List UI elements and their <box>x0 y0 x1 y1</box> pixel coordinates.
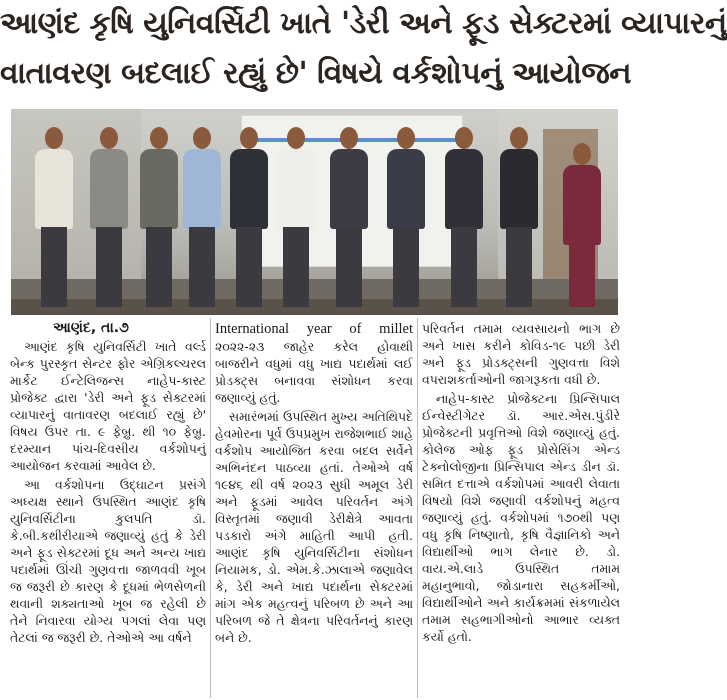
article-column-3 <box>422 320 620 647</box>
paragraph <box>215 320 413 406</box>
person-torso <box>183 149 221 229</box>
headline <box>0 0 727 108</box>
person-head <box>340 127 358 149</box>
person-legs <box>506 227 532 307</box>
column-divider <box>210 318 211 698</box>
paragraph: પરિવર્તન તમામ વ્યવસાયનો ભાગ છે અને ખાસ કરીને કોવિડ-૧૯ પછી ડેરી અને ફૂડ પ્રોડક્ટ્સની ગુણવત્તા વિશે વપરાશકર્તાઓની જાગરૂકતા વધી છે. <box>422 321 620 387</box>
person-head <box>455 127 473 149</box>
person-head <box>397 127 415 149</box>
person-figure <box>496 117 542 313</box>
article-column-1 <box>10 338 206 648</box>
person-torso <box>140 149 178 229</box>
person-torso <box>90 149 128 229</box>
group-photo <box>11 109 618 315</box>
person-torso <box>387 149 425 229</box>
person-torso <box>230 149 268 229</box>
person-figure <box>326 117 372 313</box>
person-figure <box>86 117 132 313</box>
person-legs <box>189 227 215 307</box>
person-torso <box>35 149 73 229</box>
person-head <box>193 127 211 149</box>
headline-line-2: વાતાવરણ બદલાઈ રહ્યું છે' વિષયે વર્કશોપનું આયોજન <box>0 56 632 91</box>
person-legs <box>336 227 362 307</box>
person-figure <box>136 117 182 313</box>
person-head <box>45 127 63 149</box>
person-head <box>240 127 258 149</box>
paragraph: નાહેપ-કાસ્ટ પ્રોજેક્ટના પ્રિન્સિપાલ ઈન્વેસ્ટીગેટર ડૉ. આર.એસ.પુંડીરે પ્રોજેક્ટની પ્રવૃત્તિઓ વિશે જણાવ્યું હતું. કોલેજ ઓફ ફૂડ પ્રોસેસિંગ એન્ડ ટેક્નોલોજીના પ્રિન્સિપાલ એન્ડ ડીન ડૉ. સમિત દત્તાએ વર્કશોપમાં આવરી લેવાતા વિષયો વિશે જણાવી વર્કશોપનું મહત્વ જણાવ્યું હતું. વર્કશોપમાં ૧૭૦થી પણ વધુ કૃષિ નિષ્ણાતો, કૃષિ વૈજ્ઞાનિકો અને વિદ્યાર્થીઓ ભાગ લેનાર છે. ડો. વાય.એ.લાડે ઉપસ્થિત તમામ મહાનુભાવો, જોડાનારા સહકર્મીઓ, વિદ્યાર્થીઓને અને કાર્યક્રમમાં સંકળાયેલ તમામ સહભાગીઓનો આભાર વ્યક્ત કર્યો હતો. <box>422 391 620 644</box>
person-figure <box>559 117 605 313</box>
person-head <box>150 127 168 149</box>
person-figure <box>226 117 272 313</box>
person-figure <box>441 117 487 313</box>
person-figure <box>273 117 319 313</box>
dateline: આણંદ, તા.૭ <box>53 320 129 336</box>
person-legs <box>393 227 419 307</box>
person-legs <box>569 227 595 307</box>
person-legs <box>451 227 477 307</box>
person-torso <box>445 149 483 229</box>
person-legs <box>146 227 172 307</box>
person-torso <box>500 149 538 229</box>
paragraph: આ વર્કશોપના ઉદ્ઘાટન પ્રસંગે અધ્યક્ષ સ્થાને ઉપસ્થિત આણંદ કૃષિ યુનિવર્સિટીના કુલપતિ ડૉ. કે.બી.કથીરીયાએ જણાવ્યું હતું કે ડેરી અને ફૂડ સેક્ટરમાં દૂધ અને અન્ય ખાદ્ય પદાર્થમાં ઊંચી ગુણવત્તા જાળવવી ખૂબ જ જરૂરી છે કારણ કે દૂધમાં ભેળસેળની થવાની શક્યતાઓ ખૂબ જ રહેલી છે તેને નિવારવા યોગ્ય પગલાં લેવા પણ તેટલાં જ જરૂરી છે. તેઓએ આ વર્ષને <box>10 477 206 645</box>
person-head <box>100 127 118 149</box>
column-divider <box>417 318 418 698</box>
headline-line-1: આણંદ કૃષિ યુનિવર્સિટી ખાતે 'ડેરી અને ફૂડ સેક્ટરમાં વ્યાપારનું <box>0 6 727 41</box>
person-legs <box>283 227 309 307</box>
person-figure <box>383 117 429 313</box>
person-figure <box>179 117 225 313</box>
person-legs <box>96 227 122 307</box>
article-column-2 <box>215 320 413 648</box>
english-phrase: International year of millet <box>215 321 413 337</box>
person-legs <box>41 227 67 307</box>
person-torso <box>330 149 368 229</box>
person-torso <box>277 149 315 229</box>
person-figure <box>31 117 77 313</box>
person-legs <box>236 227 262 307</box>
paragraph-text: ૨૦૨૨-૨૩ જાહેર કરેલ હોવાથી બાજરીને વધુમાં વધુ ખાદ્ય પદાર્થમાં લઈ પ્રોડક્ટ્સ બનાવવા સંશોધન કરવા જણાવ્યું હતું. <box>215 339 413 405</box>
paragraph: સમારંભમાં ઉપસ્થિત મુખ્ય અતિથિપદે હેવમોરના પૂર્વ ઉપપ્રમુખ રાજેશભાઈ શાહે વર્કશોપ આયોજિત કરવા બદલ સર્વેને અભિનંદન પાઠવ્યા હતાં. તેઓએ વર્ષ ૧૯૪૬ થી વર્ષ ૨૦૨૩ સુધી અમૂલ ડેરી અને ફૂડમાં આવેલ પરિવર્તન અંગે વિસ્તૃતમાં જણાવી ડેરીક્ષેત્રે આવતા પડકારો અંગે માહિતી આપી હતી. આણંદ કૃષિ યુનિવર્સિટીના સંશોધન નિયામક, ડો. એમ.કે.ઝાલાએ જણાવેલ કે, ડેરી અને ખાદ્ય પદાર્થના સેક્ટરમાં માંગ એક મહત્વનું પરિબળ છે અને આ પરિબળ જે તે ક્ષેત્રના પરિવર્તનનું કારણ બને છે. <box>215 409 413 645</box>
person-head <box>573 143 591 165</box>
paragraph: આણંદ કૃષિ યુનિવર્સિટી ખાતે વર્લ્ડ બેન્ક પુરસ્કૃત સેન્ટર ફોર એગ્રિકલ્ચરલ માર્કેટ ઈન્ટેલિજન્સ નાહેપ-કાસ્ટ પ્રોજેક્ટ દ્વારા 'ડેરી અને ફૂડ સેક્ટરમાં વ્યાપારનું વાતાવરણ બદલાઈ રહ્યું છે' વિષય ઉપર તા. ૯ ફેબ્રુ. થી ૧૦ ફેબ્રુ. દરમ્યાન પાંચ-દિવસીય વર્કશોપનું આયોજન કરવામાં આવેલ છે. <box>10 339 206 473</box>
person-head <box>510 127 528 149</box>
person-head <box>287 127 305 149</box>
